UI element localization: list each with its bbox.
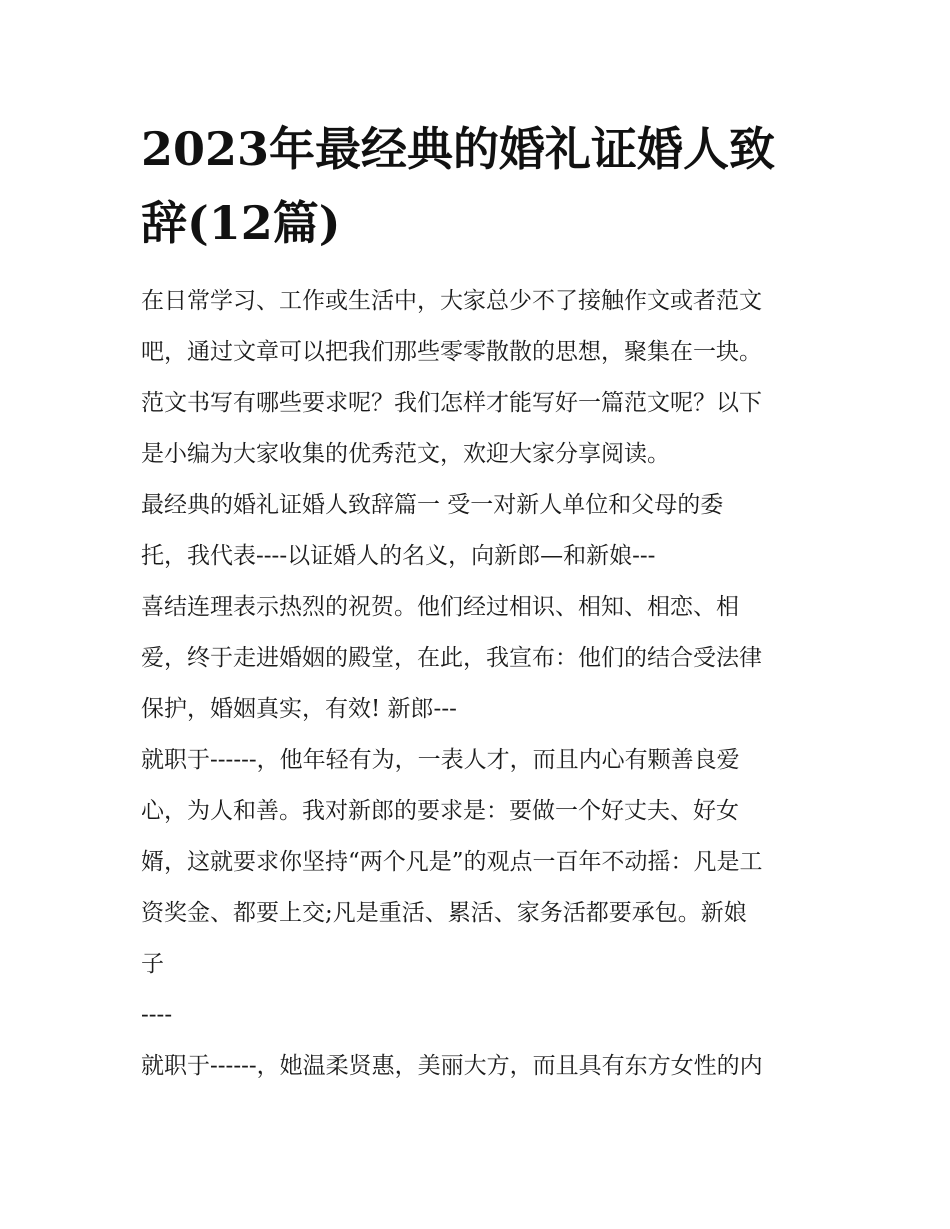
body-line: 就职于------，她温柔贤惠，美丽大方，而且具有东方女性的内 (141, 1053, 763, 1079)
body-line: 吧，通过文章可以把我们那些零零散散的思想，聚集在一块。 (141, 339, 762, 365)
body-line: 在日常学习、工作或生活中，大家总少不了接触作文或者范文 (141, 288, 762, 314)
title-line: 2023年最经典的婚礼证婚人致 (141, 122, 776, 176)
document-body (141, 276, 813, 1092)
body-line: ---- (141, 1002, 173, 1028)
body-line: 范文书写有哪些要求呢？我们怎样才能写好一篇范文呢？以下 (141, 390, 762, 416)
body-line: 保护，婚姻真实，有效! 新郎--- (141, 696, 457, 722)
body-line: 托，我代表----以证婚人的名义，向新郎—和新娘--- (141, 543, 656, 569)
body-line: 资奖金、都要上交;凡是重活、累活、家务活都要承包。新娘 (141, 900, 747, 926)
title-line: 辞(12篇) (141, 196, 341, 250)
body-line: 子 (141, 951, 164, 977)
body-line: 婿，这就要求你坚持“两个凡是”的观点一百年不动摇：凡是工 (141, 849, 763, 875)
document-content (141, 112, 813, 1092)
body-line: 是小编为大家收集的优秀范文，欢迎大家分享阅读。 (141, 441, 670, 467)
body-line: 喜结连理表示热烈的祝贺。他们经过相识、相知、相恋、相 (141, 594, 739, 620)
body-line: 爱，终于走进婚姻的殿堂，在此，我宣布：他们的结合受法律 (141, 645, 762, 671)
body-line: 最经典的婚礼证婚人致辞篇一 受一对新人单位和父母的委 (141, 492, 724, 518)
body-line: 心，为人和善。我对新郎的要求是：要做一个好丈夫、好女 (141, 798, 739, 824)
document-title (141, 112, 813, 260)
body-line: 就职于------，他年轻有为，一表人才，而且内心有颗善良爱 (141, 747, 740, 773)
